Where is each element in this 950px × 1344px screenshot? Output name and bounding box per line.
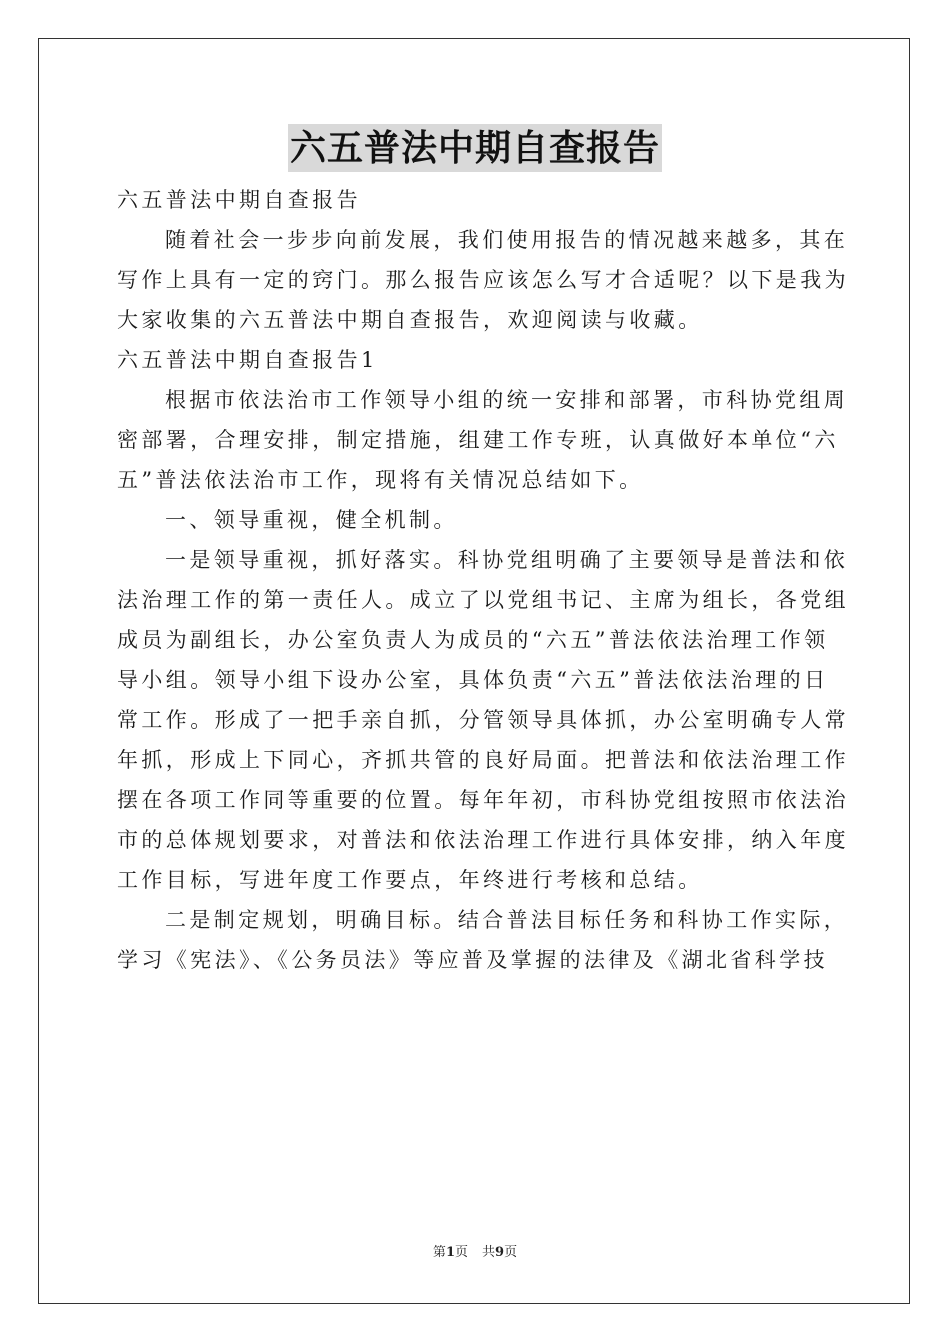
paragraph-line: 根据市依法治市工作领导小组的统一安排和部署，市科协党组周	[165, 388, 849, 412]
point-heading-1: 一、领导重视，健全机制。	[165, 508, 458, 532]
page-total: 9	[495, 1245, 505, 1260]
paragraph-line: 法治理工作的第一责任人。成立了以党组书记、主席为组长，各党组	[117, 588, 849, 612]
paragraph-line: 随着社会一步步向前发展，我们使用报告的情况越来越多，其在	[165, 228, 849, 252]
paragraph-line: 一是领导重视，抓好落实。科协党组明确了主要领导是普法和依	[165, 548, 849, 572]
paragraph-line: 导小组。领导小组下设办公室，具体负责“六五”普法依法治理的日	[117, 668, 829, 692]
title-container	[0, 124, 950, 172]
page-footer	[0, 1241, 950, 1260]
paragraph-line: 工作目标，写进年度工作要点，年终进行考核和总结。	[117, 868, 703, 892]
page-current: 1	[445, 1245, 455, 1260]
section-heading: 六五普法中期自查报告1	[117, 348, 378, 372]
paragraph-line: 大家收集的六五普法中期自查报告，欢迎阅读与收藏。	[117, 308, 703, 332]
paragraph-line: 常工作。形成了一把手亲自抓，分管领导具体抓，办公室明确专人常	[117, 708, 849, 732]
page-suffix: 页	[454, 1245, 468, 1260]
paragraph-line: 成员为副组长，办公室负责人为成员的“六五”普法依法治理工作领	[117, 628, 829, 652]
paragraph-line: 密部署，合理安排，制定措施，组建工作专班，认真做好本单位“六	[117, 428, 839, 452]
paragraph-3	[117, 900, 849, 980]
paragraph-line: 五”普法依法治市工作，现将有关情况总结如下。	[117, 468, 644, 492]
paragraph-line: 年抓，形成上下同心，齐抓共管的良好局面。把普法和依法治理工作	[117, 748, 849, 772]
intro-paragraph	[117, 220, 849, 340]
page-prefix: 第	[432, 1245, 446, 1260]
paragraph-1	[117, 380, 849, 500]
paragraph-2	[117, 540, 849, 900]
paragraph-line: 市的总体规划要求，对普法和依法治理工作进行具体安排，纳入年度	[117, 828, 849, 852]
document-subtitle: 六五普法中期自查报告	[117, 188, 361, 212]
total-prefix: 共	[482, 1245, 496, 1260]
total-suffix: 页	[504, 1245, 518, 1260]
document-body	[117, 180, 849, 980]
document-title: 六五普法中期自查报告	[288, 124, 662, 172]
paragraph-line: 摆在各项工作同等重要的位置。每年年初，市科协党组按照市依法治	[117, 788, 849, 812]
paragraph-line: 写作上具有一定的窍门。那么报告应该怎么写才合适呢？以下是我为	[117, 268, 849, 292]
paragraph-line: 学习《宪法》、《公务员法》等应普及掌握的法律及《湖北省科学技	[117, 948, 828, 972]
paragraph-line: 二是制定规划，明确目标。结合普法目标任务和科协工作实际，	[165, 908, 849, 932]
